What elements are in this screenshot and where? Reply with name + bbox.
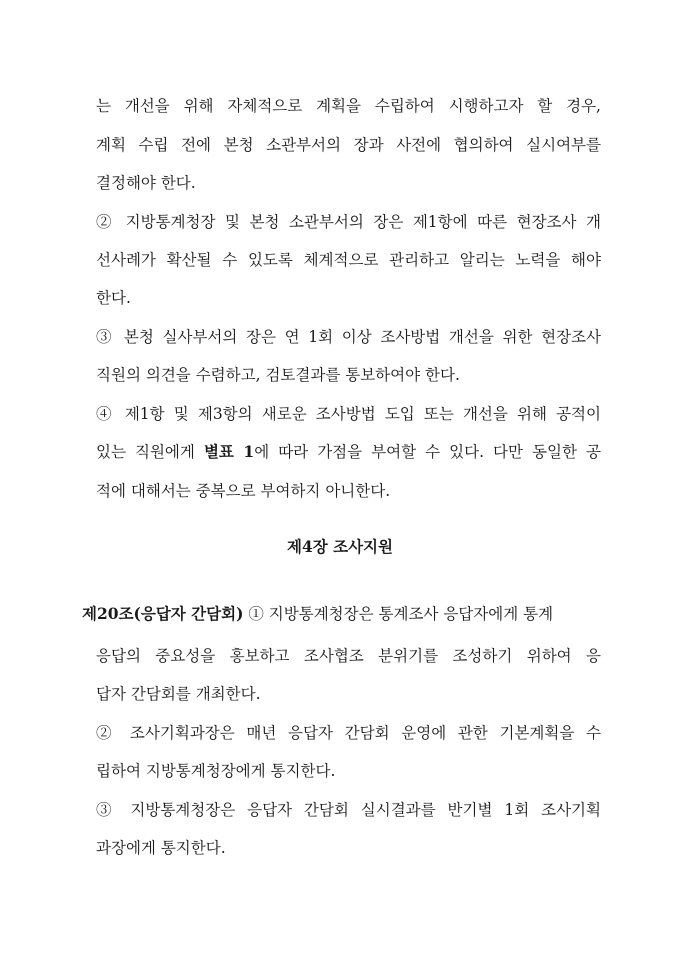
text-segment: ① 지방통계청장은 통계조사 응답자에게 통계 bbox=[243, 605, 554, 623]
clause-2-line: ② 지방통계청장 및 본청 소관부서의 장은 제1항에 따른 현장조사 개 bbox=[96, 213, 601, 231]
text-line: 직원의 의견을 수렴하고, 검토결과를 통보하여야 한다. bbox=[96, 366, 460, 384]
text-line: 는 개선을 위해 자체적으로 계획을 수립하여 시행하고자 할 경우, bbox=[96, 97, 601, 115]
text-line: 답자 간담회를 개최한다. bbox=[96, 685, 261, 703]
text-line: 과장에게 통지한다. bbox=[96, 839, 226, 857]
text-segment: 있는 직원에게 bbox=[96, 443, 204, 461]
article-first-line bbox=[82, 604, 601, 624]
clause-3-line: ③ 지방통계청장은 응답자 간담회 실시결과를 반기별 1회 조사기획 bbox=[96, 801, 601, 819]
chapter-heading: 제4장 조사지원 bbox=[286, 537, 394, 556]
text-line bbox=[96, 442, 601, 462]
text-line: 한다. bbox=[96, 289, 131, 307]
text-line: 적에 대해서는 중복으로 부여하지 아니한다. bbox=[96, 482, 391, 500]
text-line: 계획 수립 전에 본청 소관부서의 장과 사전에 협의하여 실시여부를 bbox=[96, 136, 601, 154]
text-line: 립하여 지방통계청장에게 통지한다. bbox=[96, 762, 336, 780]
clause-4-line: ④ 제1항 및 제3항의 새로운 조사방법 도입 또는 개선을 위해 공적이 bbox=[96, 405, 601, 423]
article-title: 제20조(응답자 간담회) bbox=[82, 604, 244, 623]
text-segment: 에 따라 가점을 부여할 수 있다. 다만 동일한 공 bbox=[254, 443, 601, 461]
text-line: 선사례가 확산될 수 있도록 체계적으로 관리하고 알리는 노력을 해야 bbox=[96, 251, 601, 269]
text-line: 결정해야 한다. bbox=[96, 174, 196, 192]
clause-3-line: ③ 본청 실사부서의 장은 연 1회 이상 조사방법 개선을 위한 현장조사 bbox=[96, 328, 601, 346]
clause-2-line: ② 조사기획과장은 매년 응답자 간담회 운영에 관한 기본계획을 수 bbox=[96, 724, 601, 742]
text-line: 응답의 중요성을 홍보하고 조사협조 분위기를 조성하기 위하여 응 bbox=[96, 647, 601, 665]
appendix-reference: 별표 1 bbox=[203, 442, 255, 461]
